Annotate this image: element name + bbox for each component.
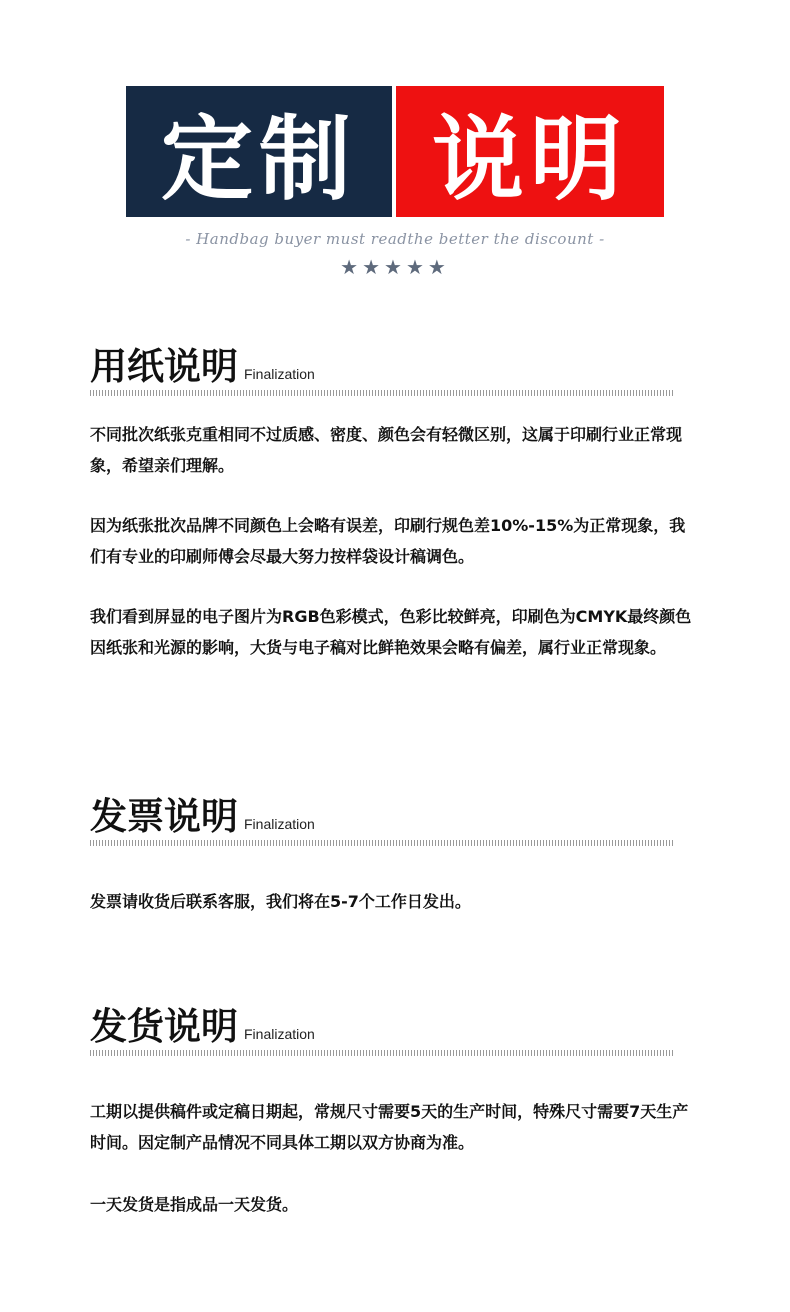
paragraph: 不同批次纸张克重相同不过质感、密度、颜色会有轻微区别，这属于印刷行业正常现象，希望亲们理解。 [90,425,683,475]
tagline: - Handbag buyer must readthe better the discount - [185,230,605,248]
banner-right-block: 说明 [396,86,664,217]
section-subtitle: Finalization [244,366,315,382]
dotted-divider [90,390,674,396]
section-heading-invoice [90,786,690,840]
section-heading-paper [90,336,690,390]
paragraph: 发票请收货后联系客服，我们将在5-7个工作日发出。 [90,892,471,911]
rating-stars-icon: ★★★★★ [340,255,450,279]
header-banner [126,86,664,217]
section-title: 发票说明 [90,795,238,838]
section-title: 发货说明 [90,1005,238,1048]
paragraph: 工期以提供稿件或定稿日期起，常规尺寸需要5天的生产时间，特殊尺寸需要7天生产时间。因定制产品情况不同具体工期以双方协商为准。 [90,1102,689,1152]
dotted-divider [90,840,674,846]
paragraph: 因为纸张批次品牌不同颜色上会略有误差，印刷行规色差10%-15%为正常现象，我们有专业的印刷师傅会尽最大努力按样袋设计稿调色。 [90,516,686,566]
section-title: 用纸说明 [90,345,238,388]
section-subtitle: Finalization [244,1026,315,1042]
banner-left-block: 定制 [126,86,392,217]
section-heading-shipping [90,996,690,1050]
paragraph: 我们看到屏显的电子图片为RGB色彩模式，色彩比较鲜亮，印刷色为CMYK最终颜色因纸张和光源的影响，大货与电子稿对比鲜艳效果会略有偏差，属行业正常现象。 [90,607,692,657]
dotted-divider [90,1050,674,1056]
paragraph: 一天发货是指成品一天发货。 [90,1195,299,1214]
section-subtitle: Finalization [244,816,315,832]
